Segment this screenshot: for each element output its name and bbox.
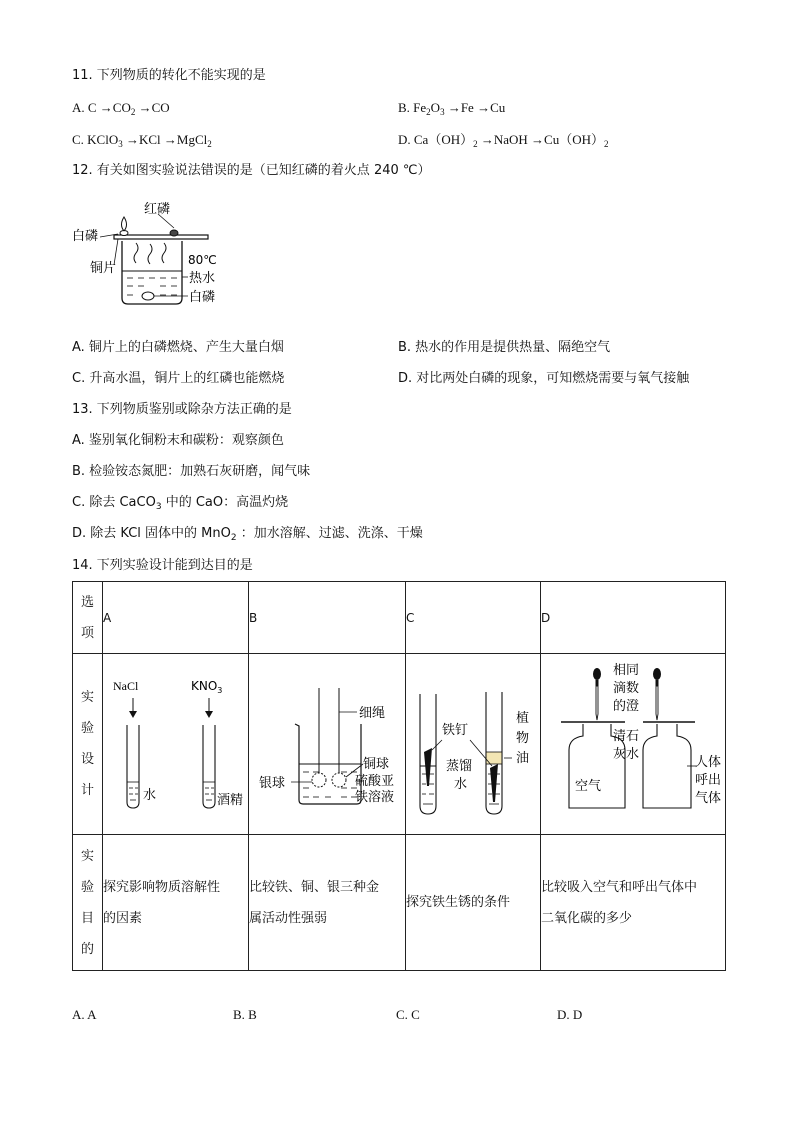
iron-nail-1 [424,748,432,786]
column-header-d: D [541,582,726,654]
q11-option-c[interactable]: C. KClO$_3$ →KCl →MgCl$_2$ [72,132,212,149]
q13-option-a[interactable]: A. 鉴别氧化铜粉末和碳粉：观察颜色 [72,433,284,448]
silver-ball [312,773,326,787]
design-figure-d [541,654,726,835]
dropper-bulb-right [653,668,661,680]
iron-nail-2 [490,764,498,802]
label-distilled-1: 蒸馏 [446,759,473,774]
bottle-breath [643,724,691,808]
label-white-phosphorus-top: 白磷 [72,229,99,244]
label-water: 水 [143,788,157,803]
label-alcohol: 酒精 [217,793,244,808]
design-figure-b [249,654,406,835]
label-oil-3: 油 [516,751,530,766]
label-hot-water: 热水 [189,271,216,286]
label-temperature: 80℃ [188,253,217,267]
label-red-phosphorus: 红磷 [144,202,171,217]
table-purpose-row [73,835,726,971]
white-phosphorus-underwater [142,292,154,300]
label-air: 空气 [575,779,602,794]
q12-stem: 12. 有关如图实验说法错误的是（已知红磷的着火点 240 ℃） [72,163,431,178]
copper-sheet [114,235,208,239]
q13-option-b[interactable]: B. 检验铵态氮肥：加熟石灰研磨，闻气味 [72,464,311,479]
table-design-row [73,654,726,835]
arrow-down-icon [205,711,213,718]
design-figure-a [103,654,249,835]
purpose-d: 比较吸入空气和呼出气体中 二氧化碳的多少 [541,835,726,971]
label-breath-3: 气体 [695,791,722,806]
label-rope: 细绳 [359,706,386,721]
label-same-3: 的澄 [613,699,640,714]
dropper-bulb-left [593,668,601,680]
arrow-down-icon [129,711,137,718]
label-breath-2: 呼出 [695,773,722,788]
flame [122,217,127,231]
q13-option-d[interactable]: D. 除去 KCl 固体中的 MnO$_2$ ：加水溶解、过滤、洗涤、干燥 [72,526,423,543]
purpose-b: 比较铁、铜、银三种金 属活动性强弱 [249,835,406,971]
vapor [134,243,166,264]
q13-option-c[interactable]: C. 除去 CaCO$_3$ 中的 CaO：高温灼烧 [72,495,289,512]
q14-table [72,581,726,971]
copper-ball [332,773,346,787]
red-phosphorus [170,230,178,236]
q14-answer-a[interactable]: A. A [72,1007,97,1022]
label-silver-ball: 银球 [259,776,286,791]
label-solution-1: 硫酸亚 [355,774,395,789]
label-oil-1: 植 [516,711,530,726]
purpose-c: 探究铁生锈的条件 [406,835,541,971]
q14-answer-c[interactable]: C. C [396,1007,420,1022]
q12-option-d[interactable]: D. 对比两处白磷的现象，可知燃烧需要与氧气接触 [398,371,690,386]
label-nacl: NaCl [113,679,139,693]
q11-stem: 11. 下列物质的转化不能实现的是 [72,68,266,83]
label-breath-1: 人体 [695,755,722,770]
label-copper-sheet: 铜片 [90,261,117,276]
label-copper-ball: 铜球 [363,757,390,772]
row-header-option: 选 项 [73,582,103,654]
row-header-purpose: 实 验 目 的 [73,835,103,971]
test-tube-alcohol [203,725,215,808]
label-white-phosphorus-bottom: 白磷 [189,290,216,305]
label-same-5: 灰水 [613,747,640,762]
label-same-4: 清石 [613,729,640,744]
table-header-row [73,582,726,654]
dropper-right [656,686,658,720]
q11-option-b[interactable]: B. $Fe_2O_3 \to Fe \to Cu$ [398,100,506,117]
purpose-a: 探究影响物质溶解性 的因素 [103,835,249,971]
q12-option-a[interactable]: A. 铜片上的白磷燃烧、产生大量白烟 [72,340,284,355]
label-same-1: 相同 [613,663,640,678]
design-figure-c [406,654,541,835]
dropper-left [596,686,598,720]
label-same-2: 滴数 [613,681,640,696]
test-tube-water [127,725,139,808]
column-header-b: B [249,582,406,654]
q12-option-c[interactable]: C. 升高水温，铜片上的红磷也能燃烧 [72,371,285,386]
column-header-c: C [406,582,541,654]
label-iron-nail: 铁钉 [442,723,469,738]
label-oil-2: 物 [516,731,530,746]
q14-stem: 14. 下列实验设计能到达目的是 [72,558,253,573]
label-kno3: $KNO_3$ [191,679,223,695]
q11-option-a[interactable]: A. $C \to CO_2 \to CO$ [72,100,170,117]
row-header-design: 实 验 设 计 [73,654,103,835]
q14-answer-b[interactable]: B. B [233,1007,257,1022]
label-solution-2: 铁溶液 [355,790,395,805]
q11-option-d[interactable]: D. $Ca(OH)_2$ →NaOH $\to Cu(OH)_2$ [398,132,609,149]
column-header-a: A [103,582,249,654]
label-distilled-2: 水 [454,777,468,792]
q13-stem: 13. 下列物质鉴别或除杂方法正确的是 [72,402,292,417]
q14-answer-d[interactable]: D. D [557,1007,583,1022]
q12-option-b[interactable]: B. 热水的作用是提供热量、隔绝空气 [398,340,611,355]
q12-figure [70,198,250,310]
